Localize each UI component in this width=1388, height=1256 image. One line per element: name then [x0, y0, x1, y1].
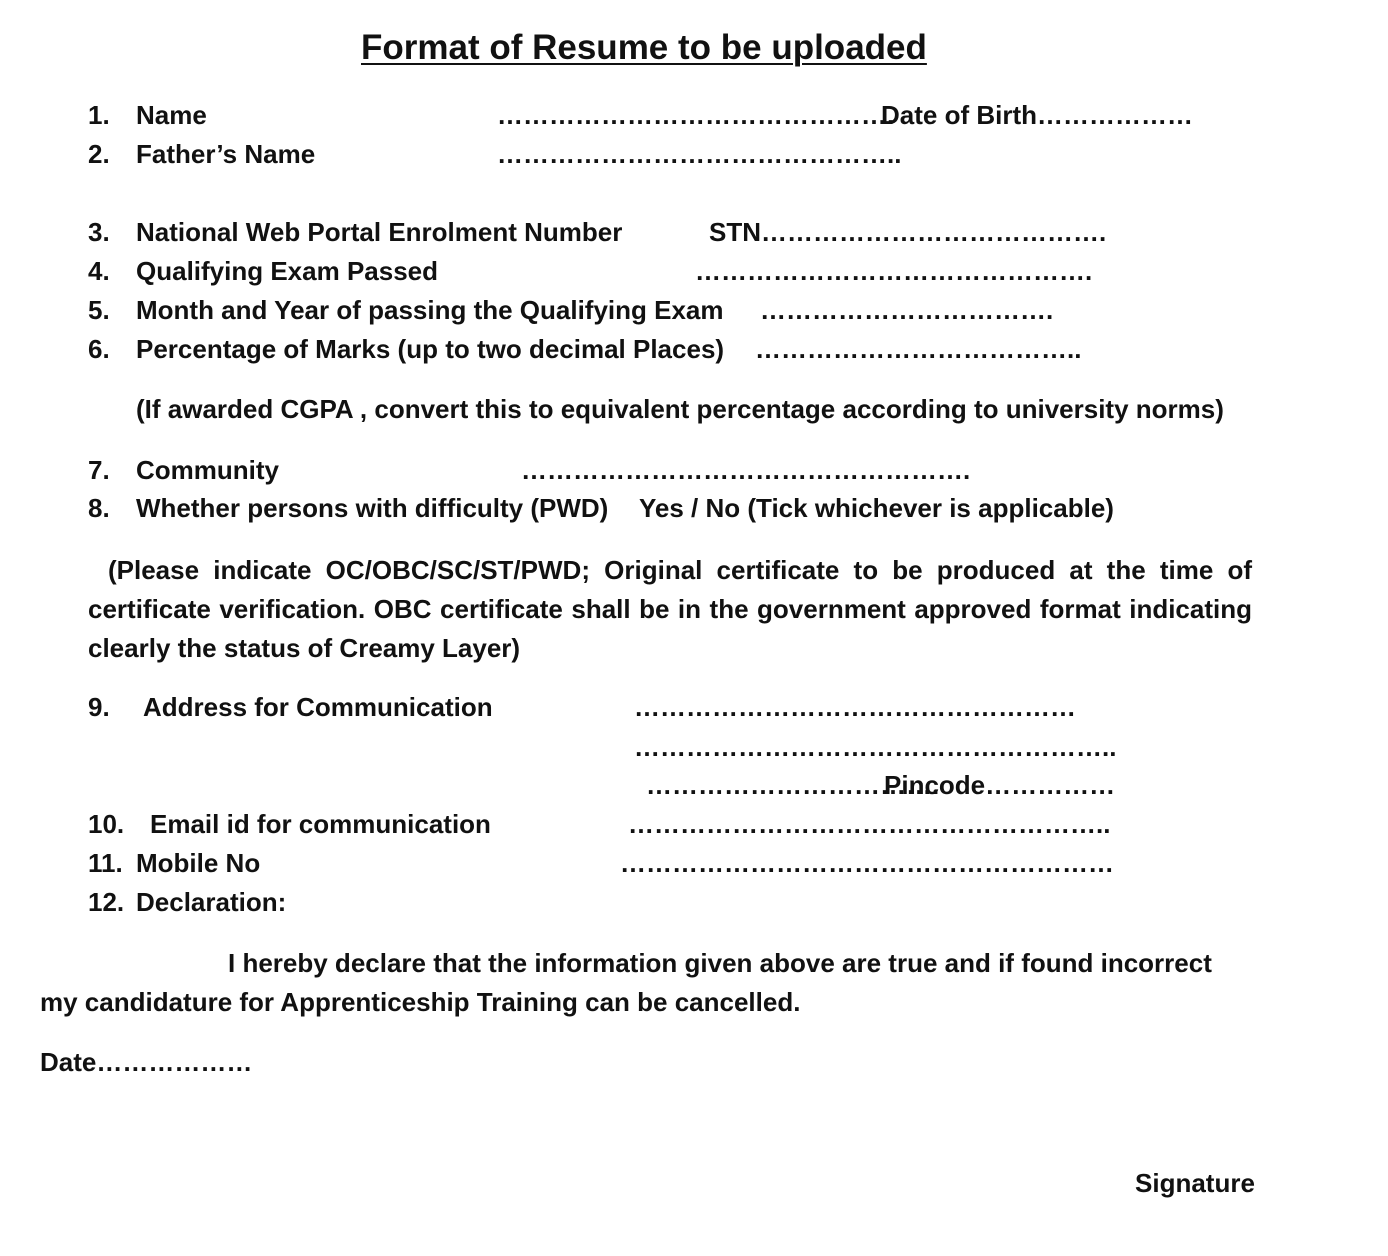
item-1-number: 1.	[88, 100, 110, 130]
item-11-number: 11.	[88, 848, 123, 878]
cgpa-note: (If awarded CGPA , convert this to equivalent percentage according to university norms)	[136, 394, 1224, 424]
item-8-label: Whether persons with difficulty (PWD)	[136, 493, 609, 523]
signature-label: Signature	[1135, 1168, 1255, 1198]
item-11-label: Mobile No	[136, 848, 261, 878]
item-5-label: Month and Year of passing the Qualifying Exam	[136, 295, 724, 325]
address-line-2-dots[interactable]: ………………………………………………..	[634, 732, 1117, 762]
item-12-label: Declaration:	[136, 887, 287, 917]
item-12-number: 12.	[88, 887, 125, 917]
community-field-dots[interactable]: …………………………………………….	[521, 455, 971, 485]
name-field-dots[interactable]: ……………………………………….	[497, 100, 895, 130]
item-1-label: Name	[136, 100, 207, 130]
item-2-label: Father’s Name	[136, 139, 316, 169]
item-9-label: Address for Communication	[143, 692, 493, 722]
category-note: (Please indicate OC/OBC/SC/ST/PWD; Original certificate to be produced at the time of certificate verification. OBC certificate shall be in the government approved format indicating clearly the status of Creamy Layer)	[88, 555, 1252, 663]
item-10-label: Email id for communication	[150, 809, 491, 839]
declaration-line-1: I hereby declare that the information given above are true and if found incorrect	[228, 948, 1212, 978]
pincode-field[interactable]: Pincode……………	[884, 770, 1116, 800]
item-7-number: 7.	[88, 455, 110, 485]
date-of-birth-field[interactable]: Date of Birth………………	[881, 100, 1193, 130]
item-6-number: 6.	[88, 334, 110, 364]
passing-date-field-dots[interactable]: …………………………….	[760, 295, 1054, 325]
item-2-number: 2.	[88, 139, 110, 169]
address-line-3-dots[interactable]: …………………………….	[646, 770, 940, 800]
item-3-label: National Web Portal Enrolment Number	[136, 217, 623, 247]
qualifying-exam-field-dots[interactable]: ……………………………………….	[695, 256, 1093, 286]
item-7-label: Community	[136, 455, 279, 485]
item-3-number: 3.	[88, 217, 110, 247]
item-5-number: 5.	[88, 295, 110, 325]
email-field-dots[interactable]: ………………………………………………..	[628, 809, 1111, 839]
item-4-number: 4.	[88, 256, 110, 286]
item-4-label: Qualifying Exam Passed	[136, 256, 439, 286]
item-9-number: 9.	[88, 692, 110, 722]
item-6-label: Percentage of Marks (up to two decimal Places)	[136, 334, 725, 364]
page-title: Format of Resume to be uploaded	[361, 28, 927, 67]
date-field[interactable]: Date………………	[40, 1047, 253, 1077]
stn-field[interactable]: STN………………………………….	[709, 217, 1107, 247]
pwd-yes-no-option[interactable]: Yes / No (Tick whichever is applicable)	[639, 493, 1114, 523]
fathers-name-field-dots[interactable]: ………………………………………..	[497, 139, 902, 169]
percentage-field-dots[interactable]: ………………………………..	[755, 334, 1082, 364]
item-8-number: 8.	[88, 493, 110, 523]
declaration-line-2: my candidature for Apprenticeship Training can be cancelled.	[40, 987, 801, 1017]
mobile-field-dots[interactable]: …………………………………………………	[620, 848, 1114, 878]
item-10-number: 10.	[88, 809, 125, 839]
address-line-1-dots[interactable]: ……………………………………………	[634, 692, 1076, 722]
